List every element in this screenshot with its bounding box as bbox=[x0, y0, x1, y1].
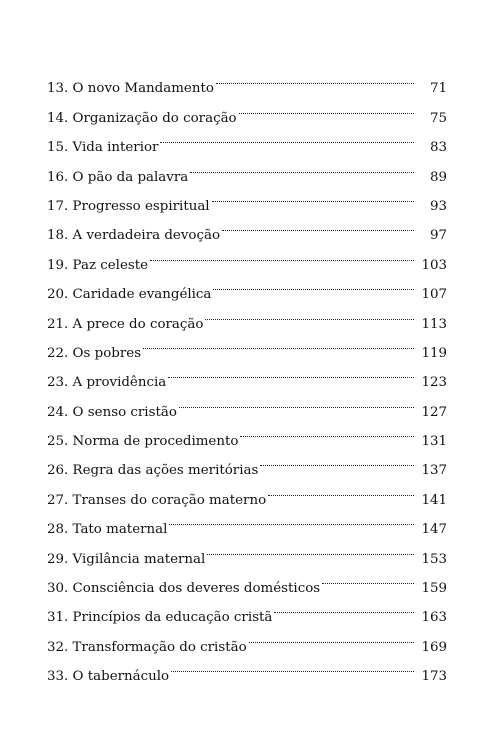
toc-entry bbox=[47, 63, 447, 97]
dot-leader bbox=[260, 445, 414, 474]
dot-leader bbox=[322, 563, 414, 592]
dot-leader bbox=[205, 298, 414, 327]
entry-page-number: 147 bbox=[421, 522, 447, 538]
entry-page-number: 137 bbox=[421, 463, 447, 479]
dot-leader bbox=[171, 651, 414, 680]
dot-leader bbox=[168, 357, 414, 386]
entry-title: 30. Consciência dos deveres domésticos bbox=[47, 581, 321, 597]
entry-page-number: 141 bbox=[421, 492, 447, 508]
entry-title: 32. Transformação do cristão bbox=[47, 639, 247, 655]
entry-title: 29. Vigilância maternal bbox=[47, 551, 206, 567]
entry-title: 26. Regra das ações meritórias bbox=[47, 463, 259, 479]
entry-page-number: 113 bbox=[421, 316, 447, 332]
entry-title: 15. Vida interior bbox=[47, 140, 159, 156]
entry-title: 28. Tato maternal bbox=[47, 522, 168, 538]
entry-page-number: 123 bbox=[421, 375, 447, 391]
entry-title: 19. Paz celeste bbox=[47, 257, 149, 273]
entry-page-number: 159 bbox=[421, 581, 447, 597]
entry-page-number: 131 bbox=[421, 434, 447, 450]
entry-page-number: 173 bbox=[421, 669, 447, 685]
dot-leader bbox=[179, 386, 414, 415]
dot-leader bbox=[268, 474, 414, 503]
entry-page-number: 93 bbox=[429, 198, 447, 214]
entry-title: 31. Princípios da educação cristã bbox=[47, 610, 273, 626]
entry-title: 18. A verdadeira devoção bbox=[47, 228, 221, 244]
table-of-contents bbox=[47, 63, 447, 685]
dot-leader bbox=[240, 416, 414, 445]
dot-leader bbox=[160, 122, 414, 151]
entry-page-number: 153 bbox=[421, 551, 447, 567]
entry-page-number: 169 bbox=[421, 639, 447, 655]
entry-title: 21. A prece do coração bbox=[47, 316, 204, 332]
entry-page-number: 103 bbox=[421, 257, 447, 273]
entry-page-number: 107 bbox=[421, 287, 447, 303]
entry-page-number: 119 bbox=[421, 345, 447, 361]
dot-leader bbox=[213, 269, 414, 298]
dot-leader bbox=[239, 92, 414, 121]
dot-leader bbox=[212, 181, 414, 210]
entry-page-number: 75 bbox=[429, 110, 447, 126]
entry-page-number: 97 bbox=[429, 228, 447, 244]
entry-title: 17. Progresso espiritual bbox=[47, 198, 210, 214]
entry-title: 20. Caridade evangélica bbox=[47, 287, 212, 303]
dot-leader bbox=[190, 151, 414, 180]
dot-leader bbox=[169, 504, 414, 533]
entry-title: 24. O senso cristão bbox=[47, 404, 177, 420]
dot-leader bbox=[222, 210, 414, 239]
dot-leader bbox=[216, 63, 414, 92]
entry-title: 14. Organização do coração bbox=[47, 110, 237, 126]
entry-title: 23. A providência bbox=[47, 375, 167, 391]
entry-title: 25. Norma de procedimento bbox=[47, 434, 239, 450]
dot-leader bbox=[249, 621, 414, 650]
dot-leader bbox=[143, 328, 414, 357]
entry-page-number: 83 bbox=[429, 140, 447, 156]
entry-page-number: 163 bbox=[421, 610, 447, 626]
entry-title: 33. O tabernáculo bbox=[47, 669, 170, 685]
entry-page-number: 89 bbox=[429, 169, 447, 185]
entry-title: 22. Os pobres bbox=[47, 345, 142, 361]
dot-leader bbox=[150, 239, 414, 268]
entry-title: 27. Transes do coração materno bbox=[47, 492, 267, 508]
entry-page-number: 127 bbox=[421, 404, 447, 420]
dot-leader bbox=[274, 592, 414, 621]
entry-title: 13. O novo Mandamento bbox=[47, 81, 214, 97]
dot-leader bbox=[207, 533, 414, 562]
entry-page-number: 71 bbox=[429, 81, 447, 97]
entry-title: 16. O pão da palavra bbox=[47, 169, 189, 185]
